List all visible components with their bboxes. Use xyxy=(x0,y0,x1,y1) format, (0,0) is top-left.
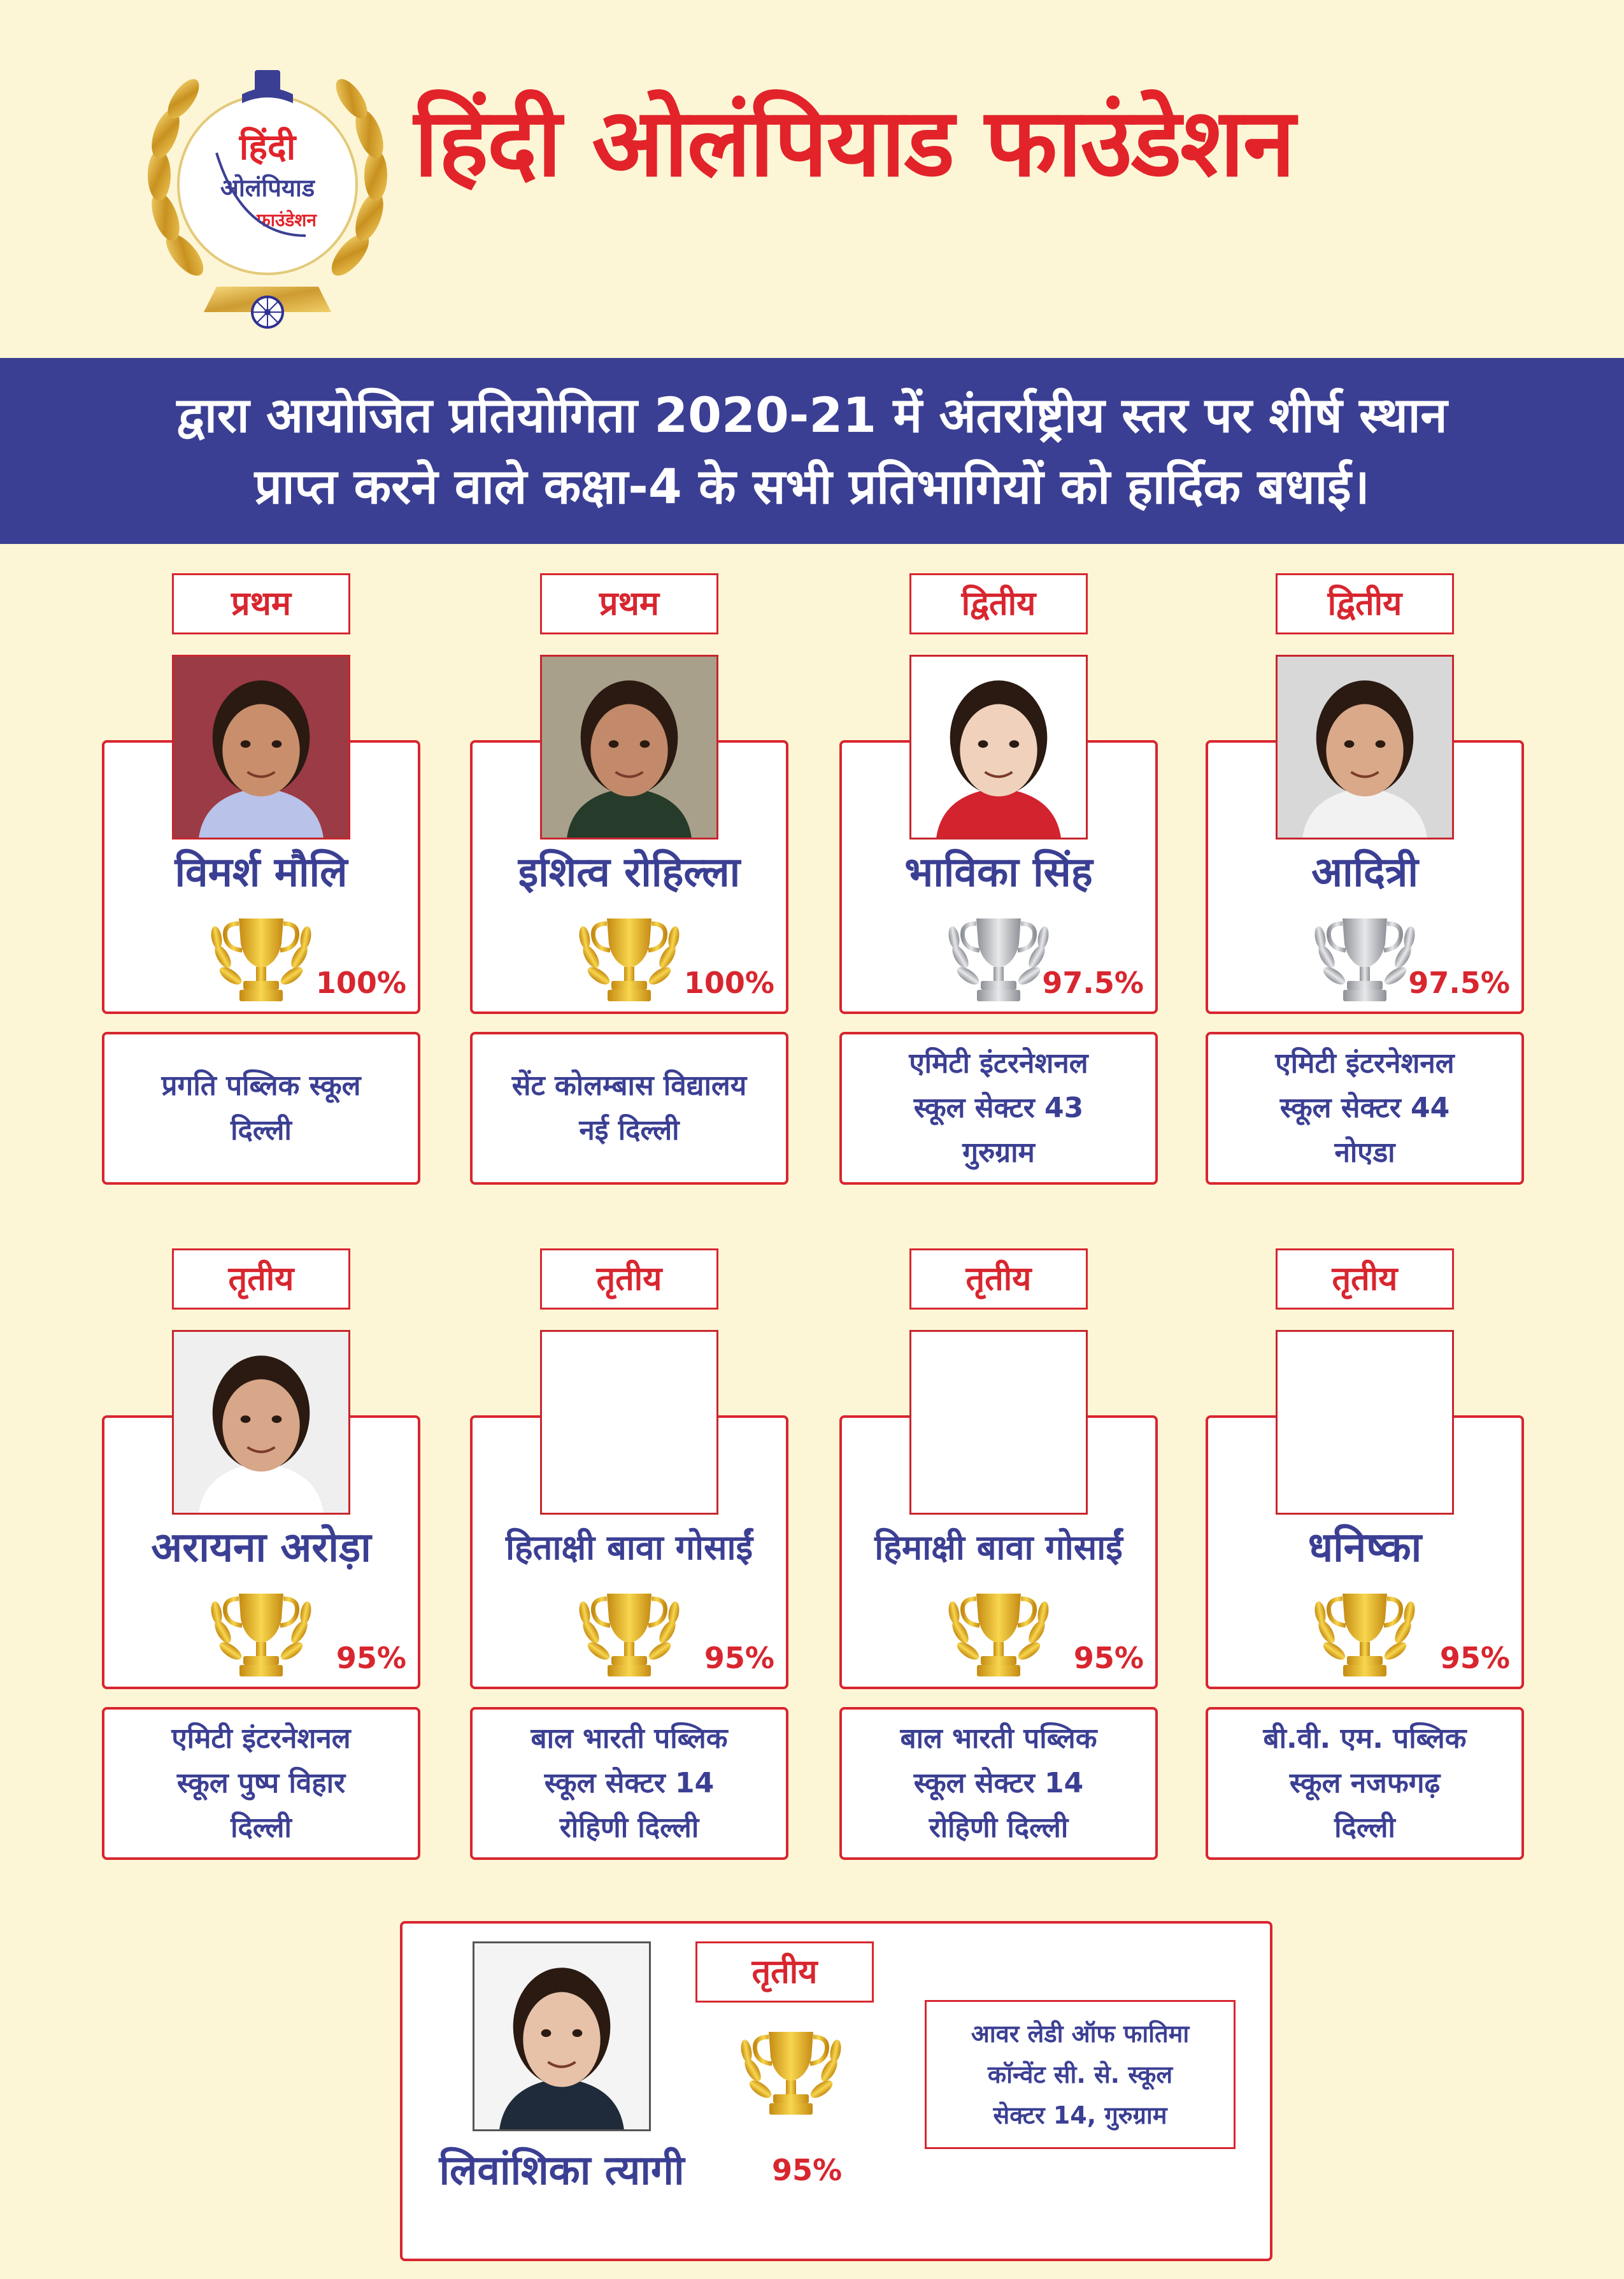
student-photo xyxy=(1276,655,1454,839)
student-name: विमर्श मौलि xyxy=(175,849,348,896)
school-line: एमिटी इंटरनेशनल xyxy=(909,1047,1088,1080)
rank-badge: तृतीय xyxy=(909,1248,1088,1310)
school-info xyxy=(470,1707,788,1860)
student-score: 100% xyxy=(315,966,406,1000)
rank-badge: द्वितीय xyxy=(909,573,1088,634)
school-line: स्कूल पुष्प विहार xyxy=(176,1767,346,1799)
student-score: 100% xyxy=(683,966,774,1000)
student-photo xyxy=(172,655,350,839)
rank-badge: तृतीय xyxy=(540,1248,718,1310)
school-line: नोएडा xyxy=(1334,1136,1395,1169)
school-line: एमिटी इंटरनेशनल xyxy=(171,1722,351,1755)
school-line: स्कूल नजफगढ़ xyxy=(1289,1767,1441,1799)
rank-badge: तृतीय xyxy=(172,1248,350,1310)
rank-badge: तृतीय xyxy=(695,1941,874,2003)
logo-text-hindi: हिंदी xyxy=(239,127,296,168)
congratulations-banner xyxy=(0,358,1624,544)
school-line: बाल भारती पब्लिक xyxy=(531,1722,728,1755)
school-line: स्कूल सेक्टर 44 xyxy=(1279,1092,1450,1124)
school-line: नई दिल्ली xyxy=(579,1114,680,1147)
gold-trophy-icon xyxy=(572,912,687,1008)
student-name: अरायना अरोड़ा xyxy=(151,1524,371,1571)
school-line: एमिटी इंटरनेशनल xyxy=(1275,1047,1455,1080)
school-line: दिल्ली xyxy=(231,1114,292,1147)
gold-trophy-icon xyxy=(204,1587,318,1683)
school-line: स्कूल सेक्टर 14 xyxy=(913,1767,1084,1799)
gold-trophy-icon xyxy=(941,1587,1056,1683)
student-score: 95% xyxy=(336,1641,406,1675)
school-line: बी.वी. एम. पब्लिक xyxy=(1263,1722,1467,1755)
school-info xyxy=(925,2000,1236,2149)
student-score: 95% xyxy=(772,2153,843,2187)
school-line: आवर लेडी ऑफ फातिमा xyxy=(971,2020,1190,2048)
school-line: कॉन्वेंट सी. से. स्कूल xyxy=(987,2061,1173,2089)
school-line: दिल्ली xyxy=(1334,1811,1395,1844)
school-line: सेंट कोलम्बास विद्यालय xyxy=(511,1069,747,1102)
school-info xyxy=(470,1032,788,1185)
student-name: भाविका सिंह xyxy=(904,849,1093,896)
school-info xyxy=(102,1032,420,1185)
photo-placeholder xyxy=(540,1330,718,1515)
logo-text-olympiad: ओलंपियाड xyxy=(220,174,315,202)
photo-placeholder xyxy=(1276,1330,1454,1515)
student-score: 95% xyxy=(704,1641,774,1675)
school-line: गुरुग्राम xyxy=(962,1136,1035,1169)
student-name: हिमाक्षी बावा गोसाईं xyxy=(874,1527,1123,1568)
rank-badge: द्वितीय xyxy=(1276,573,1454,634)
student-name: इशित्व रोहिल्ला xyxy=(518,849,741,896)
silver-trophy-icon xyxy=(1307,912,1422,1008)
student-card-9 xyxy=(400,1921,1272,2261)
rank-badge: प्रथम xyxy=(540,573,718,634)
logo-text-foundation: फाउंडेशन xyxy=(257,210,317,231)
school-line: रोहिणी दिल्ली xyxy=(929,1811,1069,1844)
banner-line-2: प्राप्त करने वाले कक्षा-4 के सभी प्रतिभागियों को हार्दिक बधाई। xyxy=(254,458,1370,515)
student-name: धनिष्का xyxy=(1307,1524,1422,1571)
school-info xyxy=(839,1032,1158,1185)
gold-trophy-icon xyxy=(204,912,318,1008)
student-photo xyxy=(909,655,1088,839)
school-info xyxy=(839,1707,1158,1860)
school-line: सेक्टर 14, गुरुग्राम xyxy=(993,2101,1167,2129)
student-photo xyxy=(172,1330,350,1515)
school-line: प्रगति पब्लिक स्कूल xyxy=(161,1069,361,1102)
gold-trophy-icon xyxy=(1307,1587,1422,1683)
student-score: 95% xyxy=(1439,1641,1510,1675)
silver-trophy-icon xyxy=(941,912,1056,1008)
school-line: रोहिणी दिल्ली xyxy=(559,1811,699,1844)
school-line: स्कूल सेक्टर 14 xyxy=(544,1767,715,1799)
photo-placeholder xyxy=(909,1330,1088,1515)
gold-trophy-icon xyxy=(734,2025,848,2121)
rank-badge: प्रथम xyxy=(172,573,350,634)
student-name: हिताक्षी बावा गोसाईं xyxy=(506,1527,753,1568)
foundation-logo xyxy=(140,45,395,338)
school-line: स्कूल सेक्टर 43 xyxy=(913,1092,1084,1124)
student-name: आदित्री xyxy=(1311,849,1418,896)
student-score: 97.5% xyxy=(1408,966,1510,1000)
student-photo xyxy=(540,655,718,839)
rank-badge: तृतीय xyxy=(1276,1248,1454,1310)
school-line: दिल्ली xyxy=(231,1811,292,1844)
school-info xyxy=(102,1707,420,1860)
laurel-wreath-icon xyxy=(140,45,395,338)
school-info xyxy=(1206,1707,1524,1860)
student-score: 97.5% xyxy=(1042,966,1144,1000)
school-line: बाल भारती पब्लिक xyxy=(900,1722,1097,1755)
chakra-icon xyxy=(252,297,283,327)
school-info xyxy=(1206,1032,1524,1185)
gold-trophy-icon xyxy=(572,1587,687,1683)
student-photo xyxy=(473,1941,651,2131)
banner-line-1: द्वारा आयोजित प्रतियोगिता 2020-21 में अंतर्राष्ट्रीय स्तर पर शीर्ष स्थान xyxy=(176,387,1448,443)
student-name: लिवांशिका त्यागी xyxy=(439,2147,685,2194)
student-score: 95% xyxy=(1073,1641,1144,1675)
organization-title: हिंदी ओलंपियाड फाउंडेशन xyxy=(414,88,1294,197)
